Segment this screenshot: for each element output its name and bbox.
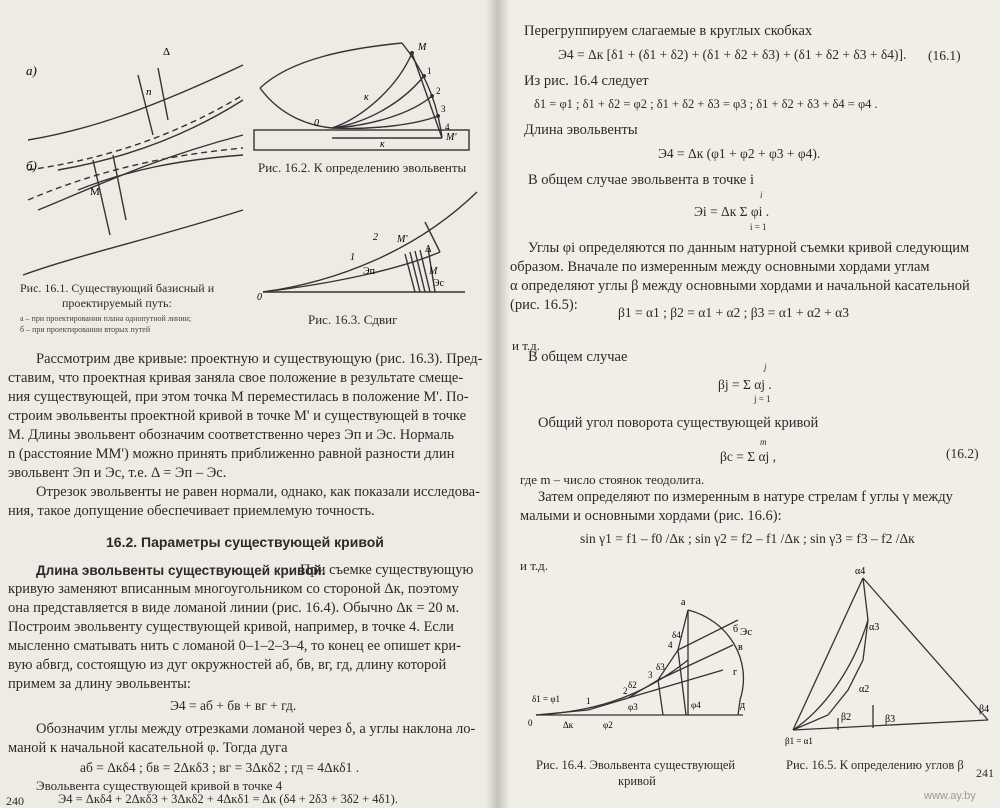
- fig161-note-b: б – при проектировании вторых путей: [20, 325, 151, 334]
- sum-upper-limit: i: [760, 190, 763, 200]
- fig163-label-0: 0: [257, 292, 262, 303]
- fig164-label-g: г: [733, 667, 738, 678]
- fig161-label-delta: Δ: [163, 46, 171, 58]
- fig164-label-b: б: [733, 624, 739, 635]
- text-line: Построим эвольвенту существующей кривой, например, в точке 4. Если: [8, 619, 454, 635]
- fig162-label-mprime: M': [446, 132, 457, 143]
- sum-m-limit: m: [760, 437, 767, 447]
- figure-16-1: [18, 40, 248, 280]
- fig162-label-k2: к: [380, 139, 385, 150]
- fig165-label-a2: α2: [859, 684, 870, 695]
- fig165-label-b2: β2: [841, 712, 852, 723]
- equation-length: Э4 = Δк (φ1 + φ2 + φ3 + φ4).: [658, 146, 821, 161]
- fig163-label-m: M: [429, 266, 438, 277]
- fig164-label-0: 0: [528, 718, 533, 728]
- watermark: www.ay.by: [924, 790, 976, 802]
- left-page: [0, 0, 498, 808]
- fig161-caption-line2: проектируемый путь:: [62, 296, 172, 310]
- text-line: эвольвент Эп и Эс, т.е. Δ = Эп – Эс.: [8, 465, 227, 481]
- text-line: Углы φi определяются по данным натурной съемки кривой следующим: [528, 240, 970, 256]
- text-line: n (расстояние MM') можно принять приближенно равной разности длин: [8, 446, 455, 462]
- book-gutter: [486, 0, 510, 808]
- fig162-label-1: 1: [427, 66, 432, 76]
- fig161-caption-line1: Рис. 16.1. Существующий базисный и: [20, 281, 215, 295]
- fig164-label-delta2: δ2: [628, 680, 637, 690]
- fig163-label-delta: Δ: [425, 244, 432, 255]
- text-line: мысленно сматывать нить с ломаной 0–1–2–3–4, то конец ее опишет кри-: [8, 638, 462, 654]
- fig164-label-delta3: δ3: [656, 662, 665, 672]
- fig161-label-a: а): [26, 63, 37, 78]
- text-line: Длина эвольвенты: [524, 122, 638, 138]
- text-line: она представляется в виде ломаной линии (рис. 16.4). Обычно Δк = 20 м.: [8, 600, 460, 616]
- fig164-label-d: д: [740, 700, 746, 711]
- fig164-label-dk: Δк: [563, 720, 574, 730]
- fig165-label-b3: β3: [885, 714, 896, 725]
- fig164-label-1: 1: [586, 696, 591, 706]
- text-line: (рис. 16.5):: [510, 297, 578, 313]
- equation-gamma: sin γ1 = f1 – f0 /Δк ; sin γ2 = f2 – f1 /Δк ; sin γ3 = f3 – f2 /Δк: [580, 531, 915, 546]
- fig162-label-2: 2: [436, 86, 441, 96]
- fig164-caption-line2: кривой: [618, 774, 656, 788]
- figure-16-2: [252, 38, 472, 158]
- text-line: Перегруппируем слагаемые в круглых скобках: [524, 23, 813, 39]
- equation-number-16-2: (16.2): [946, 446, 979, 461]
- fig164-label-2: 2: [623, 686, 628, 696]
- fig164-label-phi3: φ3: [628, 702, 638, 712]
- text-line: α определяют углы β между основными хордами и начальной касательной: [510, 278, 970, 294]
- fig162-label-4: 4: [445, 122, 450, 132]
- text-line: Рассмотрим две кривые: проектную и существующую (рис. 16.3). Пред-: [36, 351, 483, 367]
- fig161-label-n: n: [146, 86, 152, 98]
- sumj-upper-limit: j: [764, 362, 767, 372]
- text-line: ния, такое допущение обеспечивает приемлемую точность.: [8, 503, 375, 519]
- figure-16-5: [783, 560, 998, 750]
- text-line: Отрезок эвольвенты не равен нормали, однако, как показали исследова-: [36, 484, 480, 500]
- fig165-label-b1a1: β1 = α1: [785, 736, 813, 746]
- text-line: Общий угол поворота существующей кривой: [538, 415, 819, 431]
- text-line: кривую заменяют вписанным многоугольником со стороной Δк, поэтому: [8, 581, 459, 597]
- equation-16-1: Э4 = Δк [δ1 + (δ1 + δ2) + (δ1 + δ2 + δ3) + (δ1 + δ2 + δ3 + δ4)].: [558, 47, 907, 62]
- fig161-label-m: M: [90, 186, 100, 198]
- text-line: В общем случае эвольвента в точке i: [528, 172, 755, 188]
- equation-e4-arcs: Э4 = аб + бв + вг + гд.: [170, 698, 297, 713]
- figure-16-4: [528, 590, 778, 740]
- text-line: вую абвгд, состоящую из дуг окружностей аб, бв, вг, гд, длину которой: [8, 657, 447, 673]
- sum-lower-limit: i = 1: [750, 222, 767, 232]
- fig162-label-3: 3: [441, 104, 446, 114]
- sumj-lower-limit: j = 1: [754, 394, 771, 404]
- fig164-label-phi4: φ4: [691, 700, 701, 710]
- section-heading: 16.2. Параметры существующей кривой: [106, 534, 384, 550]
- text-line: Обозначим углы между отрезками ломаной через δ, а углы наклона ло-: [36, 721, 476, 737]
- page-number-right: 241: [976, 766, 994, 780]
- fig163-label-mprime: M': [397, 234, 408, 245]
- equation-number-16-1: (16.1): [928, 48, 961, 63]
- text-line: маной к начальной касательной φ. Тогда дуга: [8, 740, 288, 756]
- text-line: малыми и основными хордами (рис. 16.6):: [520, 508, 782, 524]
- fig164-caption-line1: Рис. 16.4. Эвольвента существующей: [536, 758, 736, 772]
- text-etc: и т.д.: [520, 558, 549, 573]
- fig161-label-b: б): [26, 158, 37, 173]
- text-line: образом. Вначале по измеренным между основными хордами углам: [510, 259, 930, 275]
- fig164-label-delta4: δ4: [672, 630, 681, 640]
- fig165-label-b4: β4: [979, 704, 990, 715]
- fig162-label-k1: к: [364, 92, 369, 103]
- text-line: В общем случае: [528, 349, 628, 365]
- fig163-label-1: 1: [350, 252, 355, 263]
- fig163-label-es: Эс: [433, 278, 445, 289]
- fig163-label-2: 2: [373, 232, 378, 243]
- fig163-caption: Рис. 16.3. Сдвиг: [308, 312, 398, 327]
- text-line: ставим, что проектная кривая заняла свое положение в результате смеще-: [8, 370, 464, 386]
- text-line: Эвольвента существующей кривой в точке 4: [36, 778, 283, 793]
- fig162-caption: Рис. 16.2. К определению эвольвенты: [258, 160, 467, 175]
- equation-sum-phi: Эi = Δк Σ φi .: [694, 204, 770, 219]
- equation-e4-expanded: Э4 = Δкδ4 + 2Δкδ3 + 3Δкδ2 + 4Δкδ1 = Δк (δ4 + 2δ3 + 3δ2 + 4δ1).: [58, 792, 398, 806]
- equation-beta-j: βj = Σ αj .: [718, 377, 772, 392]
- subheading: Длина эвольвенты существующей кривой.: [36, 563, 326, 578]
- text-line: примем за длину эвольвенты:: [8, 676, 191, 692]
- fig161-note-a: а – при проектировании плана однопутной линии;: [20, 314, 192, 323]
- fig164-label-phi2: φ2: [603, 720, 613, 730]
- equation-arc-lengths: аб = Δкδ4 ; бв = 2Δкδ3 ; вг = 3Δкδ2 ; гд = 4Δкδ1 .: [80, 760, 360, 775]
- equation-delta-phi: δ1 = φ1 ; δ1 + δ2 = φ2 ; δ1 + δ2 + δ3 = φ3 ; δ1 + δ2 + δ3 + δ4 = φ4 .: [534, 97, 878, 111]
- fig164-label-3: 3: [648, 670, 653, 680]
- fig163-label-ep: Эп: [363, 266, 375, 277]
- figure-16-3: [255, 182, 480, 307]
- fig162-label-0: 0: [314, 118, 319, 129]
- text-line: Из рис. 16.4 следует: [524, 73, 649, 89]
- fig165-caption: Рис. 16.5. К определению углов β: [786, 758, 964, 772]
- fig162-label-m: M: [418, 42, 427, 53]
- equation-beta: β1 = α1 ; β2 = α1 + α2 ; β3 = α1 + α2 + α3: [618, 305, 849, 320]
- text-etc: и т.д.: [512, 338, 541, 353]
- text-line: Затем определяют по измеренным в натуре стрелам f углы γ между: [538, 489, 953, 505]
- fig164-label-a: a: [681, 597, 686, 608]
- text-line: где m – число стоянок теодолита.: [520, 472, 705, 487]
- fig164-label-v: в: [738, 642, 743, 653]
- fig165-label-a4: α4: [855, 566, 866, 577]
- text-line: ния существующей, при этом точка M переместилась в положение M'. По-: [8, 389, 469, 405]
- fig165-label-a3: α3: [869, 622, 880, 633]
- text-line: M. Длины эвольвент обозначим соответственно через Эп и Эс. Нормаль: [8, 427, 454, 443]
- text-line: При съемке существующую: [300, 562, 474, 578]
- fig164-label-4: 4: [668, 640, 673, 650]
- page-number-left: 240: [6, 794, 24, 808]
- fig164-label-es: Эс: [740, 626, 753, 638]
- text-line: строим эвольвенты проектной кривой в точке M' и существующей в точке: [8, 408, 467, 424]
- right-page: [498, 0, 1000, 808]
- equation-16-2: βc = Σ αj ,: [720, 449, 777, 464]
- fig164-label-delta1-phi1: δ1 = φ1: [532, 694, 561, 704]
